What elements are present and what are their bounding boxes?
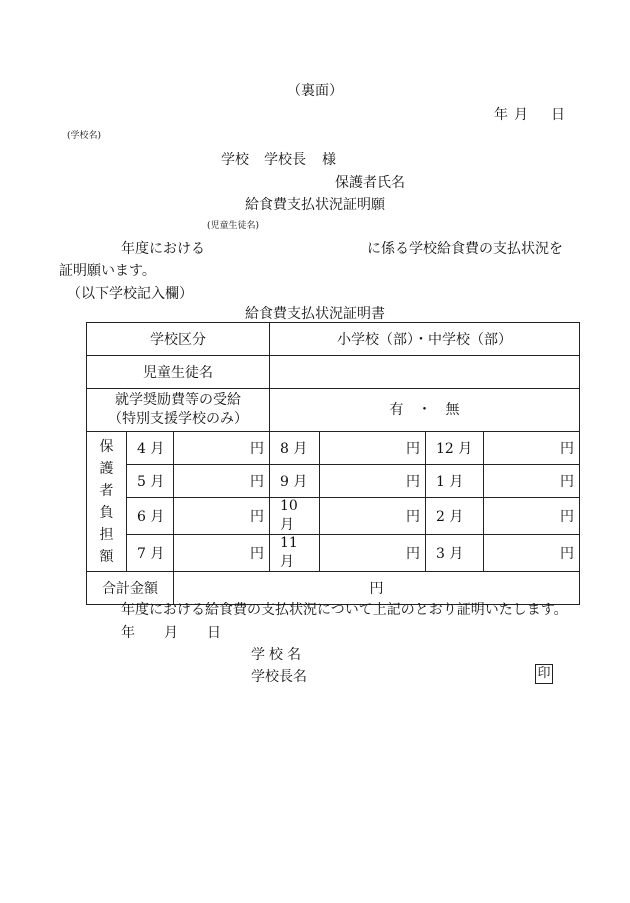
guardian-burden-char: 担 [99, 526, 114, 543]
addressee-principal: 学校長 [264, 152, 306, 168]
school-section-note: （以下学校記入欄） [67, 286, 193, 302]
month-cell: 6 月 [127, 498, 174, 535]
seal-stamp: 印 [535, 664, 553, 684]
amount-cell: 円 [320, 465, 426, 498]
school-type-label: 学校区分 [87, 323, 270, 356]
request-body-line2: 証明願います。 [59, 263, 156, 279]
table-row [87, 356, 580, 389]
date-day-label: 日 [551, 107, 565, 123]
table-row [87, 535, 580, 572]
table-row [87, 498, 580, 535]
request-title: 給食費支払状況証明願 [245, 197, 385, 213]
month-cell: 8 月 [270, 432, 320, 465]
footer-date-year: 年 [121, 625, 135, 641]
amount-cell: 円 [174, 535, 270, 572]
table-row [87, 323, 580, 356]
month-cell: 11 月 [270, 535, 320, 572]
scholarship-label-line2: （特別支援学校のみ） [108, 411, 248, 427]
guardian-burden-char: 保 [99, 438, 114, 455]
certificate-table [86, 322, 580, 605]
certification-statement: 年度における給食費の支払状況について上記のとおり証明いたします。 [121, 602, 568, 618]
request-body-end: に係る学校給食費の支払状況を [367, 241, 563, 257]
addressee-honorific: 様 [322, 152, 336, 168]
school-type-value: 小学校（部）・中学校（部） [270, 323, 580, 356]
amount-cell: 円 [174, 465, 270, 498]
month-cell: 2 月 [426, 498, 484, 535]
amount-cell: 円 [484, 465, 580, 498]
month-cell: 3 月 [426, 535, 484, 572]
amount-cell: 円 [484, 432, 580, 465]
amount-cell: 円 [320, 498, 426, 535]
footer-school-name-label: 学校名 [251, 647, 305, 663]
reverse-side-heading: （裏面） [287, 83, 343, 99]
table-row [87, 432, 580, 465]
guardian-burden-char: 額 [99, 548, 114, 565]
amount-cell: 円 [484, 535, 580, 572]
scholarship-label [87, 389, 270, 432]
month-cell: 5 月 [127, 465, 174, 498]
footer-principal-name-label: 学校長名 [251, 669, 307, 685]
amount-cell: 円 [320, 432, 426, 465]
guardian-burden-char: 負 [99, 504, 114, 521]
footer-date-day: 日 [207, 625, 221, 641]
month-cell: 4 月 [127, 432, 174, 465]
month-cell: 10 月 [270, 498, 320, 535]
month-cell: 1 月 [426, 465, 484, 498]
scholarship-value: 有 ・ 無 [270, 389, 580, 432]
student-name-label: 児童生徒名 [87, 356, 270, 389]
guardian-name-label: 保護者氏名 [335, 175, 405, 191]
amount-cell: 円 [174, 498, 270, 535]
certificate-title: 給食費支払状況証明書 [245, 306, 385, 322]
student-name-value [270, 356, 580, 389]
table-row [87, 389, 580, 432]
table-row [87, 465, 580, 498]
addressee-school: 学校 [221, 152, 249, 168]
month-cell: 7 月 [127, 535, 174, 572]
month-cell: 9 月 [270, 465, 320, 498]
amount-cell: 円 [484, 498, 580, 535]
month-cell: 12 月 [426, 432, 484, 465]
request-body-start: 年度における [121, 241, 205, 257]
date-year-label: 年 [494, 107, 508, 123]
total-label: 合計金額 [87, 572, 174, 605]
student-name-note: (児童生徒名) [207, 221, 260, 231]
amount-cell: 円 [320, 535, 426, 572]
footer-date-month: 月 [164, 625, 178, 641]
amount-cell: 円 [174, 432, 270, 465]
guardian-burden-char: 者 [99, 482, 114, 499]
date-month-label: 月 [514, 107, 528, 123]
guardian-burden-char: 護 [99, 460, 114, 477]
total-value: 円 [174, 572, 580, 605]
scholarship-label-line1: 就学奨励費等の受給 [115, 392, 241, 408]
school-name-note: (学校名) [67, 131, 102, 141]
guardian-burden-label [87, 432, 127, 572]
